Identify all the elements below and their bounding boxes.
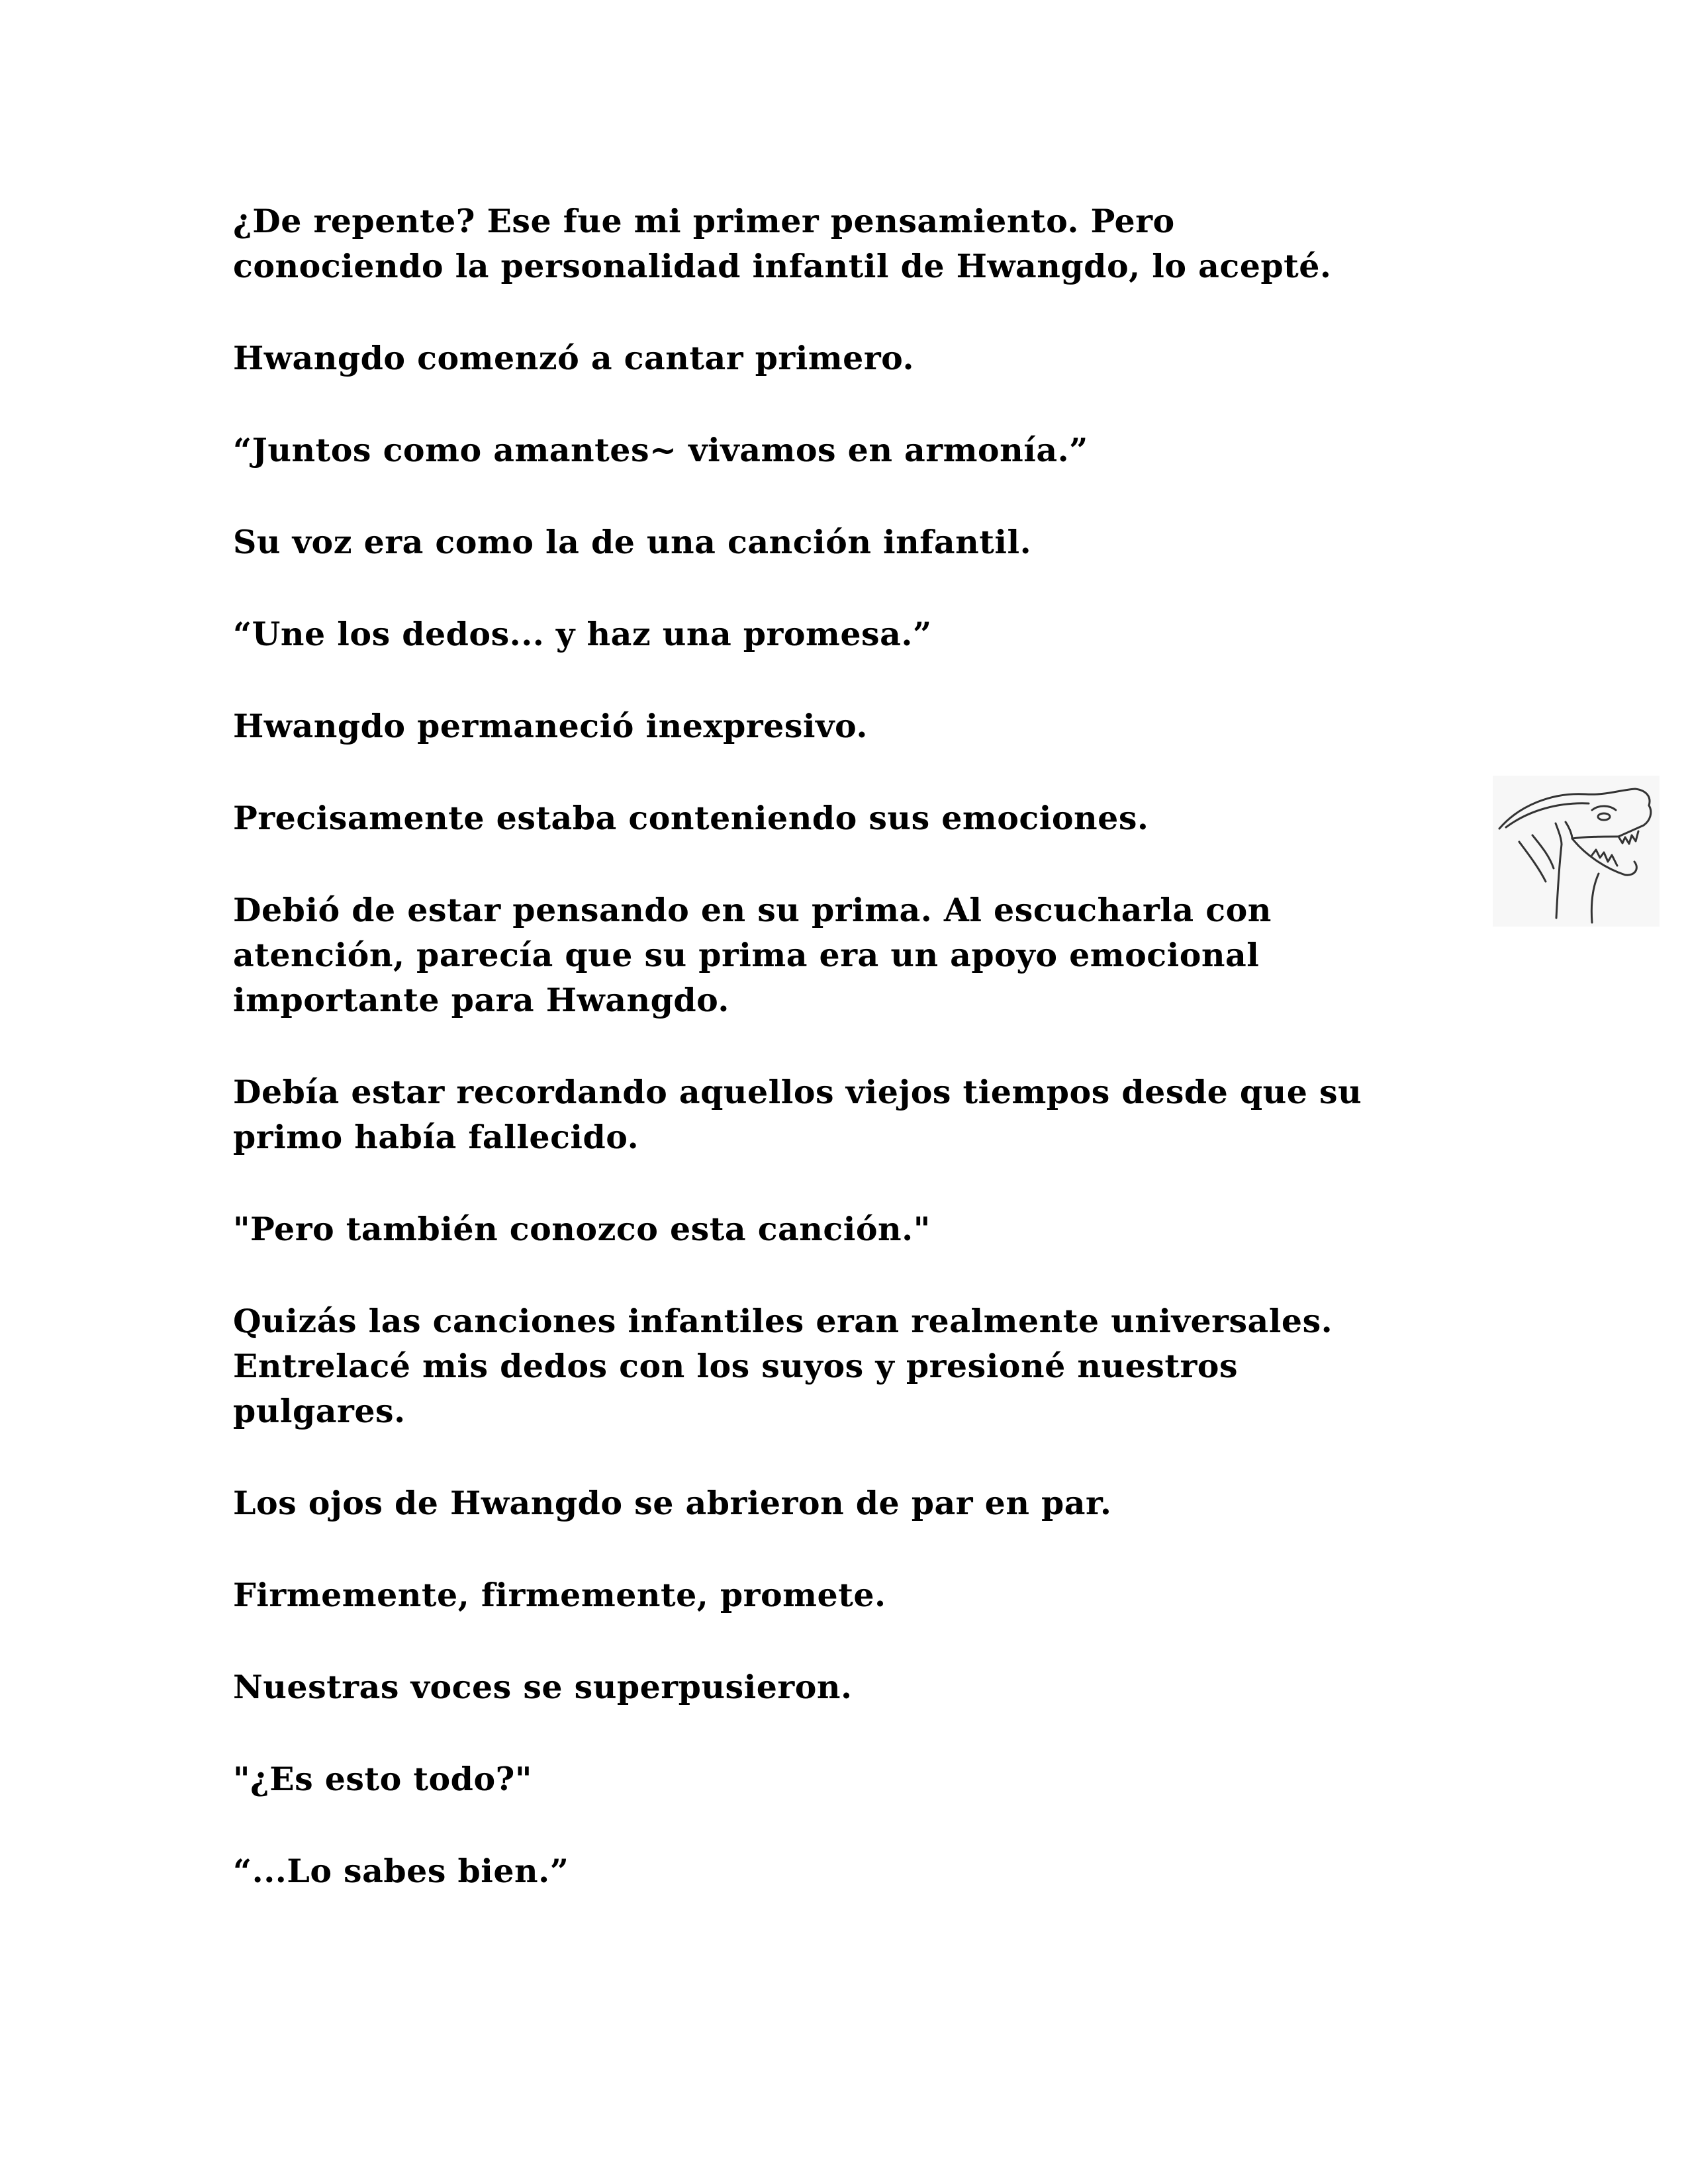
text-line: Su voz era como la de una canción infantil. <box>233 523 1032 561</box>
text-line: "Pero también conozco esta canción." <box>233 1210 931 1248</box>
text-line: Debía estar recordando aquellos viejos tiempos desde que su <box>233 1073 1362 1111</box>
paragraph-9 <box>233 1069 1438 1160</box>
text-line: importante para Hwangdo. <box>233 981 729 1019</box>
text-line: "¿Es esto todo?" <box>233 1760 532 1798</box>
text-line: Quizás las canciones infantiles eran realmente universales. <box>233 1302 1333 1340</box>
dinosaur-head-icon <box>1493 776 1660 927</box>
paragraph-5 <box>233 612 1438 657</box>
text-line: Nuestras voces se superpusieron. <box>233 1668 853 1706</box>
text-line: primo había fallecido. <box>233 1118 639 1156</box>
paragraph-11 <box>233 1298 1438 1433</box>
paragraph-2 <box>233 336 1438 381</box>
text-line: Hwangdo permaneció inexpresivo. <box>233 707 868 745</box>
text-line: pulgares. <box>233 1392 406 1430</box>
text-line: Los ojos de Hwangdo se abrieron de par en par. <box>233 1484 1112 1522</box>
paragraph-7 <box>233 796 1438 841</box>
text-line: ¿De repente? Ese fue mi primer pensamiento. Pero <box>233 202 1175 240</box>
text-line: Precisamente estaba conteniendo sus emociones. <box>233 799 1149 837</box>
text-line: Hwangdo comenzó a cantar primero. <box>233 339 915 377</box>
text-line: “Juntos como amantes~ vivamos en armonía.” <box>233 431 1088 469</box>
paragraph-3 <box>233 428 1438 473</box>
text-line: Debió de estar pensando en su prima. Al escucharla con <box>233 891 1272 929</box>
paragraph-1 <box>233 199 1438 289</box>
paragraph-6 <box>233 704 1438 749</box>
text-line: “...Lo sabes bien.” <box>233 1852 569 1890</box>
paragraph-4 <box>233 520 1438 565</box>
text-line: Entrelacé mis dedos con los suyos y presioné nuestros <box>233 1347 1239 1385</box>
text-line: atención, parecía que su prima era un apoyo emocional <box>233 936 1260 974</box>
paragraph-16 <box>233 1848 1438 1893</box>
paragraph-12 <box>233 1480 1438 1525</box>
text-line: conociendo la personalidad infantil de Hwangdo, lo acepté. <box>233 247 1332 285</box>
paragraph-15 <box>233 1756 1438 1801</box>
paragraph-13 <box>233 1572 1438 1617</box>
text-line: “Une los dedos... y haz una promesa.” <box>233 615 932 653</box>
paragraph-10 <box>233 1206 1438 1251</box>
story-text <box>233 199 1438 1940</box>
paragraph-14 <box>233 1664 1438 1709</box>
text-line: Firmemente, firmemente, promete. <box>233 1576 886 1614</box>
dinosaur-sketch <box>1493 776 1660 927</box>
paragraph-8 <box>233 887 1438 1023</box>
